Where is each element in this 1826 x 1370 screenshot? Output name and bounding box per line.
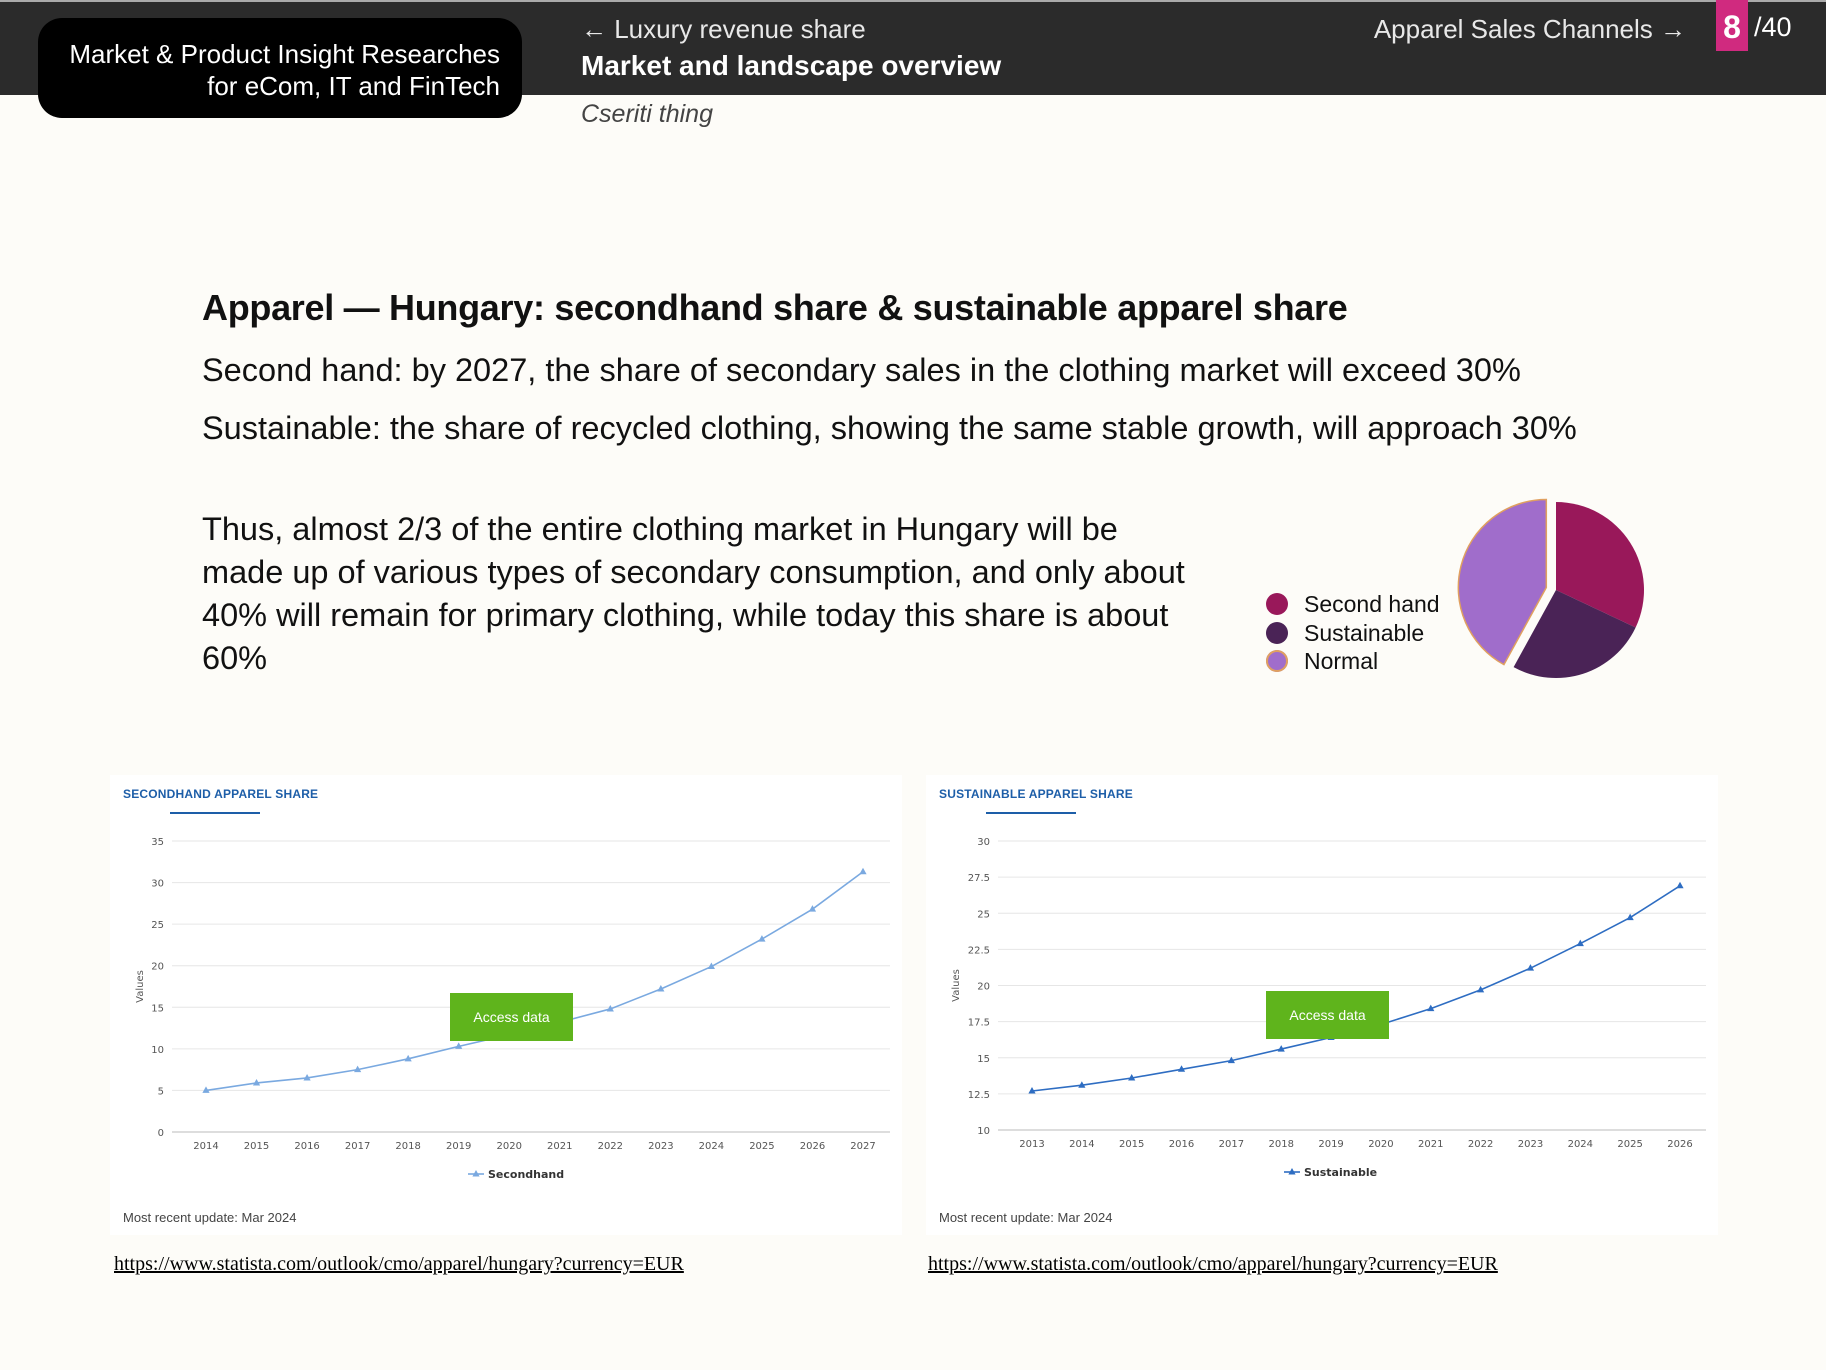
sustainable-chart-title: SUSTAINABLE APPAREL SHARE [939, 787, 1133, 801]
x-tick-label: 2023 [648, 1141, 674, 1152]
y-tick-label: 15 [151, 1003, 164, 1015]
x-tick-label: 2021 [1418, 1139, 1444, 1150]
brand-line-1: Market & Product Insight Researches [69, 39, 500, 69]
paragraph-sustainable: Sustainable: the share of recycled clothing, showing the same stable growth, will approach 30% [202, 410, 1577, 446]
pie-chart [1456, 490, 1656, 690]
y-tick-label: 10 [977, 1126, 990, 1137]
x-tick-label: 2024 [1567, 1139, 1594, 1150]
section-title: Market and landscape overview [581, 50, 1002, 81]
y-tick-label: 25 [151, 920, 164, 932]
y-tick-label: 0 [157, 1128, 164, 1139]
y-tick-label: 30 [151, 878, 164, 890]
x-tick-label: 2027 [850, 1141, 876, 1152]
x-tick-label: 2014 [1069, 1139, 1095, 1150]
sustainable-line-chart [926, 775, 1718, 1205]
legend-swatch-normal [1266, 650, 1288, 672]
source-link-right[interactable]: https://www.statista.com/outlook/cmo/apparel/hungary?currency=EUR [928, 1253, 1498, 1275]
access-data-button[interactable]: Access data [1266, 991, 1389, 1039]
legend-item-second-hand [1266, 590, 1440, 619]
legend-label: Sustainable [1304, 1166, 1378, 1179]
slide-subtitle: Cseriti thing [581, 100, 713, 128]
x-tick-label: 2015 [243, 1141, 270, 1152]
y-tick-label: 30 [977, 837, 990, 848]
x-tick-label: 2025 [749, 1141, 775, 1152]
brand-line-2: for eCom, IT and FinTech [207, 71, 500, 101]
y-tick-label: 12.5 [967, 1089, 990, 1101]
x-tick-label: 2018 [395, 1141, 421, 1152]
y-tick-label: 25 [977, 909, 990, 921]
x-tick-label: 2026 [799, 1141, 826, 1152]
prev-slide-link[interactable]: ← Luxury revenue share [581, 14, 866, 44]
y-tick-label: 5 [157, 1086, 164, 1098]
access-data-button[interactable]: Access data [450, 993, 573, 1041]
paragraph-summary: Thus, almost 2/3 of the entire clothing market in Hungary will be made up of various types of secondary consumption, and only about 40% will remain for primary clothing, while today this share is about 60% [202, 511, 1185, 676]
data-point [809, 905, 816, 912]
secondhand-chart-title: SECONDHAND APPAREL SHARE [123, 787, 319, 801]
series-line [206, 872, 863, 1091]
x-tick-label: 2021 [547, 1141, 573, 1152]
secondhand-line-chart [110, 775, 902, 1205]
next-slide-link[interactable]: Apparel Sales Channels → [1373, 14, 1686, 44]
legend-label-normal: Normal [1304, 648, 1379, 675]
x-tick-label: 2020 [496, 1141, 522, 1152]
y-tick-label: 27.5 [967, 873, 990, 885]
series-line [1032, 886, 1680, 1091]
data-point [859, 868, 866, 875]
x-tick-label: 2014 [193, 1141, 219, 1152]
x-tick-label: 2019 [445, 1141, 472, 1152]
sustainable-update-note: Most recent update: Mar 2024 [939, 1210, 1113, 1225]
y-tick-label: 20 [151, 961, 164, 973]
x-tick-label: 2020 [1368, 1139, 1394, 1150]
secondhand-update-note: Most recent update: Mar 2024 [123, 1210, 297, 1225]
y-axis-label: Values [135, 970, 146, 1003]
page-current-badge: 8 [1716, 0, 1748, 51]
legend-swatch-sustainable [1266, 622, 1288, 644]
y-tick-label: 17.5 [967, 1017, 990, 1029]
legend-label-second-hand: Second hand [1304, 591, 1440, 618]
y-tick-label: 22.5 [967, 945, 990, 957]
y-tick-label: 20 [977, 981, 990, 993]
pie-legend [1266, 590, 1440, 676]
legend-label: Secondhand [488, 1168, 565, 1181]
y-tick-label: 10 [151, 1044, 164, 1056]
y-tick-label: 15 [977, 1053, 990, 1065]
x-tick-label: 2016 [294, 1141, 320, 1152]
x-tick-label: 2022 [1467, 1139, 1494, 1150]
x-tick-label: 2026 [1667, 1139, 1693, 1150]
brand-logo-box[interactable] [38, 18, 522, 118]
page-heading: Apparel — Hungary: secondhand share & sustainable apparel share [202, 287, 1348, 328]
sustainable-chart-card [926, 775, 1718, 1235]
secondhand-chart-card [110, 775, 902, 1235]
y-tick-label: 35 [151, 837, 164, 848]
source-link-left[interactable]: https://www.statista.com/outlook/cmo/apparel/hungary?currency=EUR [114, 1253, 684, 1275]
x-tick-label: 2018 [1268, 1139, 1294, 1150]
legend-label-sustainable: Sustainable [1304, 619, 1425, 646]
legend-swatch-second-hand [1266, 593, 1288, 615]
legend-item-normal [1266, 647, 1440, 676]
x-tick-label: 2019 [1318, 1139, 1344, 1150]
x-tick-label: 2025 [1617, 1139, 1643, 1150]
paragraph-secondhand: Second hand: by 2027, the share of secondary sales in the clothing market will exceed 30% [202, 352, 1521, 388]
data-point [1676, 882, 1683, 889]
page-total: /40 [1754, 12, 1792, 42]
x-tick-label: 2013 [1019, 1139, 1045, 1150]
x-tick-label: 2023 [1517, 1139, 1544, 1150]
x-tick-label: 2022 [597, 1141, 624, 1152]
legend-item-sustainable [1266, 619, 1440, 648]
x-tick-label: 2024 [698, 1141, 725, 1152]
x-tick-label: 2015 [1118, 1139, 1145, 1150]
x-tick-label: 2017 [1218, 1139, 1245, 1150]
x-tick-label: 2017 [344, 1141, 371, 1152]
x-tick-label: 2016 [1168, 1139, 1195, 1150]
y-axis-label: Values [951, 969, 962, 1002]
